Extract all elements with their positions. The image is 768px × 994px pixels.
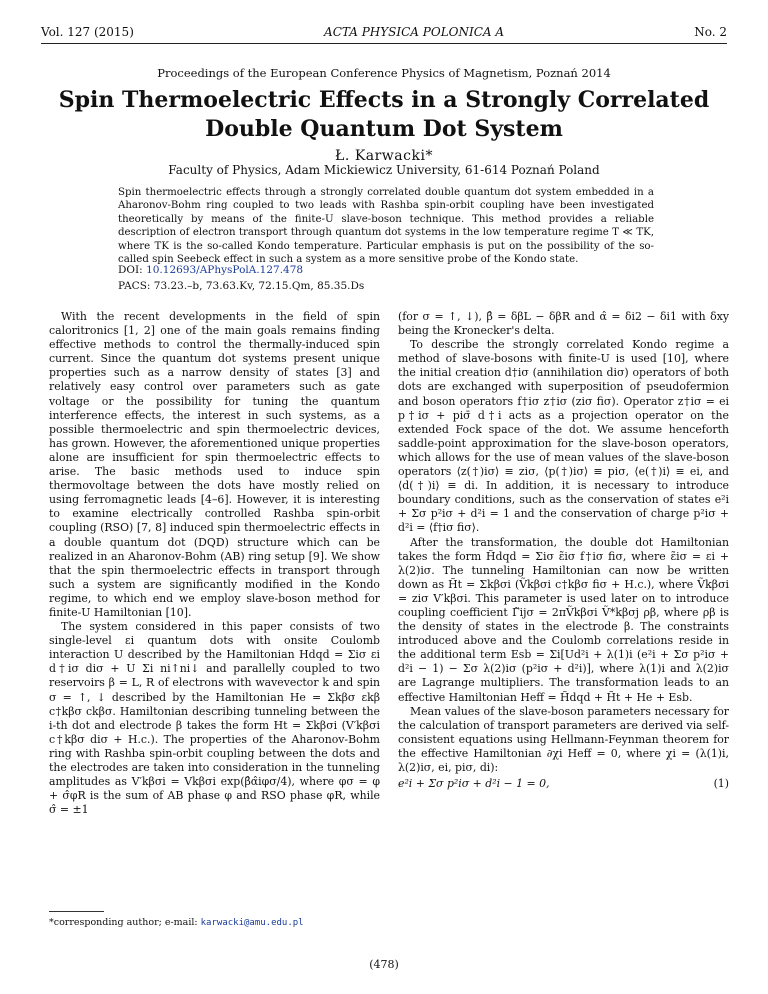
- left-column: [49, 310, 380, 817]
- paper-title: Spin Thermoelectric Effects in a Strongly Correlated Double Quantum Dot System: [58, 87, 710, 142]
- footnote-text: *corresponding author; e-mail:: [49, 917, 201, 928]
- body-paragraph: The system considered in this paper consists of two single-level εi quantum dots with onsite Coulomb interaction U described by the Hamiltonian Hdqd = Σiσ εi d†iσ diσ + U Σi ni↑ni↓ and parallelly coupled to two reservoirs β = L, R of electrons with wavevector k and spin σ = ↑, ↓ described by the Hamiltonian He = Σkβσ εkβ c†kβσ ckβσ. Hamiltonian describing tunneling between the i-th dot and electrode β takes the form Ht = Σkβσi (V′kβσi c†kβσ diσ + H.c.). The properties of the Aharonov-Bohm ring with Rashba spin-orbit coupling between the dots and the electrodes are taken into consideration in the tunneling amplitudes as V′kβσi = Vkβσi exp(β̂α̂iφσ/4), where φσ = φ + σ̂φR is the sum of AB phase φ and RSO phase φR, while σ̂ = ±1: [49, 620, 380, 817]
- page-number: (478): [369, 958, 399, 971]
- doi-link[interactable]: 10.12693/APhysPolA.127.478: [146, 264, 304, 276]
- pacs-line: PACS: 73.23.–b, 73.63.Kv, 72.15.Qm, 85.35.Ds: [118, 280, 365, 292]
- body-paragraph: To describe the strongly correlated Kondo regime a method of slave-bosons with finite-U is used [10], where the initial creation d†iσ (annihilation diσ) operators of both dots are exchanged with superposition of pseudofermion and boson operators f†iσ z†iσ (ziσ fiσ). Operator z†iσ = ei p†iσ + piσ̄ d†i acts as a projection operator on the extended Fock space of the dot. We assume henceforth saddle-point approximation for the slave-boson operators, which allows for the use of mean values of the slave-boson operators ⟨z(†)iσ⟩ ≡ ziσ, ⟨p(†)iσ⟩ ≡ piσ, ⟨e(†)i⟩ ≡ ei, and ⟨d(†)i⟩ ≡ di. In addition, it is necessary to introduce boundary conditions, such as the conservation of states e²i + Σσ p²iσ + d²i = 1 and the conservation of charge p²iσ + d²i = ⟨f†iσ fiσ⟩.: [398, 338, 729, 535]
- body-paragraph: With the recent developments in the field of spin caloritronics [1, 2] one of the main goals remains finding effective methods to control the thermally-induced spin current. Since the quantum dot systems present unique properties such as a narrow density of states [3] and relatively easy control over parameters such as gate voltage or the possibility for tuning the quantum interference effects, the interest in such systems, as a possible thermoelectric and spin thermoelectric devices, has grown. However, the aforementioned unique properties alone are insufficient for spin thermoelectric effects to arise. The basic methods used to induce spin thermovoltage between the dots have mostly relied on using ferromagnetic leads [4–6]. However, it is interesting to examine electrically controlled Rashba spin-orbit coupling (RSO) [7, 8] induced spin thermoelectric effects in a double quantum dot (DQD) structure which can be realized in an Aharonov-Bohm (AB) ring setup [9]. We show that the spin thermoelectric effects in transport through such a system are significantly modified in the Kondo regime, to which end we employ slave-boson method for finite-U Hamiltonian [10].: [49, 310, 380, 619]
- doi-line: [118, 264, 303, 276]
- doi-label: DOI:: [118, 264, 143, 276]
- equation-1: [398, 777, 729, 791]
- body-paragraph: After the transformation, the double dot Hamiltonian takes the form H̃dqd = Σiσ ε̃iσ f†iσ fiσ, where ε̃iσ = εi + λ(2)iσ. The tunneling Hamiltonian can now be written down as H̃t = Σkβσi (Ṽkβσi c†kβσ fiσ + H.c.), where Ṽkβσi = ziσ V′kβσi. This parameter is used later on to introduce coupling coefficient Γ̃ijσ = 2πṼkβσi Ṽ*kβσj ρβ, where ρβ is the density of states in the electrode β. The constraints introduced above and the Coulomb correlations reside in the additional term Esb = Σi[Ud²i + λ(1)i (e²i + Σσ p²iσ + d²i − 1) − Σσ λ(2)iσ (p²iσ + d²i)], where λ(1)i and λ(2)iσ are Lagrange multipliers. The transformation leads to an effective Hamiltonian Heff = H̃dqd + H̃t + He + Esb.: [398, 535, 729, 704]
- body-paragraph: Mean values of the slave-boson parameters necessary for the calculation of transport parameters are derived via self-consistent equations using Hellmann-Feynman theorem for the effective Hamiltonian ∂χi Heff = 0, where χi = (λ(1)i, λ(2)iσ, ei, piσ, di):: [398, 704, 729, 774]
- issue-number: No. 2: [694, 25, 727, 39]
- abstract: Spin thermoelectric effects through a strongly correlated double quantum dot system embedded in a Aharonov-Bohm ring coupled to two leads with Rashba spin-orbit coupling have been investigated theoretically by means of the finite-U slave-boson technique. This method provides a reliable description of electron transport through quantum dot systems in the low temperature regime T ≪ TK, where TK is the so-called Kondo temperature. Particular emphasis is put on the possibility of the so-called spin Seebeck effect in such a system as a more sensitive probe of the Kondo state.: [118, 187, 654, 266]
- equation-body: e²i + Σσ p²iσ + d²i − 1 = 0,: [398, 777, 550, 791]
- volume-label: Vol. 127 (2015): [41, 25, 134, 39]
- equation-number: (1): [713, 777, 729, 791]
- right-column: [398, 310, 729, 791]
- author-name: Ł. Karwacki*: [335, 148, 433, 164]
- footnote: [49, 917, 304, 928]
- footnote-divider: [49, 911, 104, 912]
- body-paragraph: (for σ = ↑, ↓), β̂ = δβL − δβR and α̂ = δi2 − δi1 with δxy being the Kronecker's delta.: [398, 310, 729, 338]
- journal-name: ACTA PHYSICA POLONICA A: [324, 25, 505, 39]
- proceedings-line: Proceedings of the European Conference Physics of Magnetism, Poznań 2014: [157, 66, 611, 80]
- email-link[interactable]: karwacki@amu.edu.pl: [200, 918, 304, 928]
- affiliation: Faculty of Physics, Adam Mickiewicz University, 61-614 Poznań Poland: [168, 163, 600, 177]
- running-header: [41, 25, 727, 44]
